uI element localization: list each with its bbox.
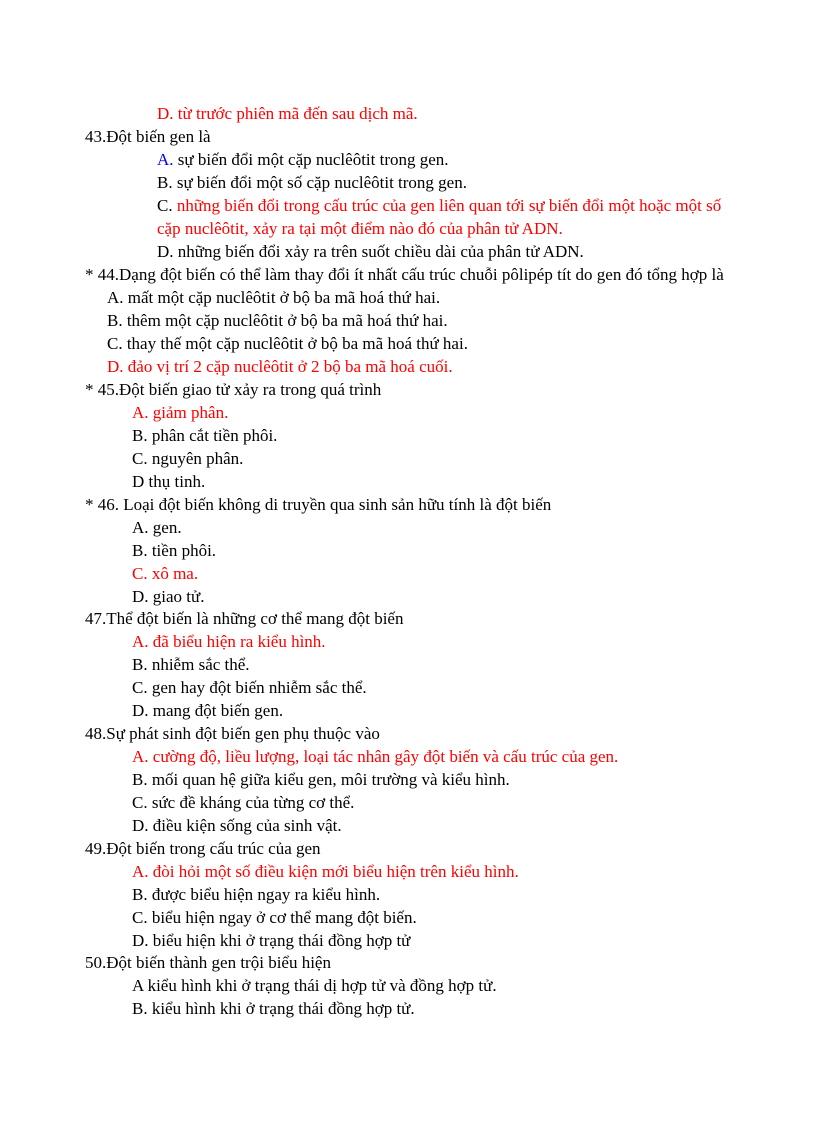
question-text: * 44.Dạng đột biến có thể làm thay đổi ít nhất cấu trúc chuỗi pôlipép tít do gen đó tổng hợp là bbox=[85, 265, 724, 284]
answer-option: cặp nuclêôtit, xảy ra tại một điểm nào đó của phân tử ADN. bbox=[157, 219, 563, 238]
question-text: 43.Đột biến gen là bbox=[85, 127, 211, 146]
answer-option: B. tiền phôi. bbox=[132, 541, 217, 560]
answer-option: D. từ trước phiên mã đến sau dịch mã. bbox=[157, 104, 418, 123]
answer-option: C. sức đề kháng của từng cơ thể. bbox=[132, 793, 355, 812]
answer-option: C. thay thế một cặp nuclêôtit ở bộ ba mã hoá thứ hai. bbox=[107, 334, 468, 353]
answer-option: A. đã biểu hiện ra kiểu hình. bbox=[132, 632, 326, 651]
answer-option: B. sự biến đổi một số cặp nuclêôtit trong gen. bbox=[157, 173, 467, 192]
answer-option: A. mất một cặp nuclêôtit ở bộ ba mã hoá thứ hai. bbox=[107, 288, 441, 307]
question-text: 50.Đột biến thành gen trội biểu hiện bbox=[85, 953, 331, 972]
answer-option: B. được biểu hiện ngay ra kiểu hình. bbox=[132, 885, 381, 904]
answer-option: C. nguyên phân. bbox=[132, 449, 244, 468]
answer-option: D. mang đột biến gen. bbox=[132, 701, 284, 720]
answer-option: B. mối quan hệ giữa kiểu gen, môi trường và kiểu hình. bbox=[132, 770, 510, 789]
question-text: * 45.Đột biến giao tử xảy ra trong quá trình bbox=[85, 380, 382, 399]
answer-option: C. xô ma. bbox=[132, 564, 199, 583]
answer-option: A. gen. bbox=[132, 518, 182, 537]
option-text: sự biến đổi một cặp nuclêôtit trong gen. bbox=[173, 150, 449, 169]
option-letter: C. bbox=[157, 196, 173, 215]
answer-option: A. đòi hỏi một số điều kiện mới biểu hiện trên kiểu hình. bbox=[132, 862, 519, 881]
answer-option: D thụ tinh. bbox=[132, 472, 206, 491]
answer-option bbox=[157, 195, 721, 217]
answer-option: D. giao tử. bbox=[132, 587, 205, 606]
answer-option: B. phân cắt tiền phôi. bbox=[132, 426, 278, 445]
question-text: * 46. Loại đột biến không di truyền qua sinh sản hữu tính là đột biến bbox=[85, 495, 552, 514]
answer-option: D. điều kiện sống của sinh vật. bbox=[132, 816, 342, 835]
answer-option: A kiểu hình khi ở trạng thái dị hợp tử và đồng hợp tử. bbox=[132, 976, 497, 995]
answer-option: B. kiểu hình khi ở trạng thái đồng hợp tử. bbox=[132, 999, 415, 1018]
question-text: 48.Sự phát sinh đột biến gen phụ thuộc vào bbox=[85, 724, 380, 743]
answer-option: D. những biến đổi xảy ra trên suốt chiều dài của phân tử ADN. bbox=[157, 242, 584, 261]
answer-option: B. nhiễm sắc thể. bbox=[132, 655, 250, 674]
option-letter: A. bbox=[157, 150, 174, 169]
question-text: 49.Đột biến trong cấu trúc của gen bbox=[85, 839, 321, 858]
answer-option: D. biểu hiện khi ở trạng thái đồng hợp tử bbox=[132, 931, 411, 950]
answer-option: C. gen hay đột biến nhiễm sắc thể. bbox=[132, 678, 367, 697]
option-text: những biến đổi trong cấu trúc của gen liên quan tới sự biến đổi một hoặc một số bbox=[172, 196, 722, 215]
answer-option: A. cường độ, liều lượng, loại tác nhân gây đột biến và cấu trúc của gen. bbox=[132, 747, 619, 766]
answer-option: C. biểu hiện ngay ở cơ thể mang đột biến. bbox=[132, 908, 417, 927]
question-text: 47.Thể đột biến là những cơ thể mang đột biến bbox=[85, 609, 404, 628]
answer-option: B. thêm một cặp nuclêôtit ở bộ ba mã hoá thứ hai. bbox=[107, 311, 448, 330]
answer-option: A. giảm phân. bbox=[132, 403, 229, 422]
answer-option bbox=[157, 149, 449, 171]
answer-option: D. đảo vị trí 2 cặp nuclêôtit ở 2 bộ ba mã hoá cuối. bbox=[107, 357, 453, 376]
